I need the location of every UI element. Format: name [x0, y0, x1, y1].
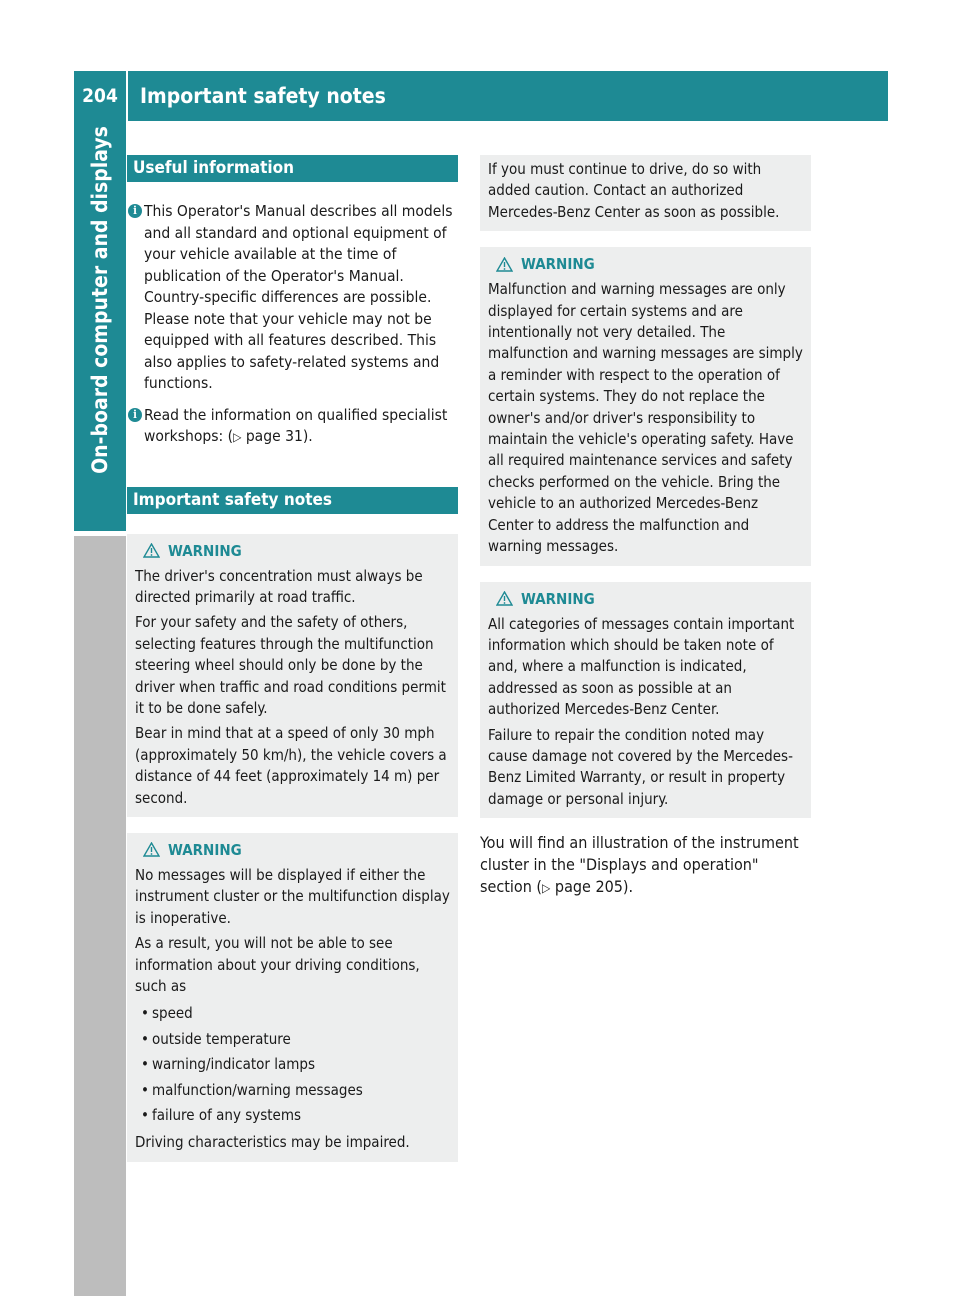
info-icon: i — [128, 408, 142, 422]
warning-1-text-3: Bear in mind that at a speed of only 30 mph (approximately 50 km/h), the vehicle covers a distance of 44 feet (approximately 14 m) per second. — [135, 724, 447, 807]
margin-block — [74, 536, 126, 1296]
useful-info-heading: Useful information — [127, 155, 458, 182]
warning-1-text-1: The driver's concentration must always be directed primarily at road traffic. — [135, 566, 423, 606]
triangle-right-icon: ▷ — [542, 881, 551, 896]
list-item: • failure of any systems — [135, 1103, 450, 1128]
warning-box-3 — [480, 247, 811, 565]
continued-box — [480, 155, 811, 231]
page-header-title: Important safety notes — [140, 84, 386, 108]
page-reference-link[interactable]: page 205). — [554, 877, 634, 897]
continued-text: If you must continue to drive, do so with added caution. Contact an authorized Mercedes-Benz Center as soon as possible. — [488, 160, 780, 221]
page-reference-link[interactable]: page 31). — [245, 427, 313, 445]
closing-text: You will find an illustration of the instrument cluster in the "Displays and operation" section ( — [480, 833, 799, 897]
warning-triangle-icon — [143, 543, 160, 558]
warning-label: WARNING — [168, 840, 242, 859]
triangle-right-icon: ▷ — [233, 430, 242, 444]
warning-2-text-1: No messages will be displayed if either the instrument cluster or the multifunction display is inoperative. — [135, 865, 450, 927]
warning-3-text-1: Malfunction and warning messages are only displayed for certain systems and are intentionally not very detailed. The malfunction and warning messages are simply a reminder with respect to the operation of certain systems. They do not replace the owner's and/or driver's responsibility to maintain the vehicle's operating safety. Have all required maintenance services and safety checks performed on the vehicle. Bring the vehicle to an authorized Mercedes-Benz Center to address the malfunction and warning messages. — [488, 280, 803, 556]
warning-4-text-2: Failure to repair the condition noted may cause damage not covered by the Mercedes-Benz Limited Warranty, or result in property damage or personal injury. — [488, 725, 793, 808]
warning-title — [488, 588, 803, 610]
warning-triangle-icon — [143, 842, 160, 857]
warning-box-2 — [127, 833, 458, 1162]
condition-list — [135, 1001, 450, 1128]
left-column — [127, 155, 458, 1162]
list-item: • outside temperature — [135, 1027, 450, 1052]
right-column — [480, 155, 811, 899]
warning-label: WARNING — [521, 589, 595, 608]
warning-box-4 — [480, 582, 811, 819]
chapter-title: On-board computer and displays — [88, 126, 112, 474]
warning-title — [135, 839, 450, 861]
info-icon: i — [128, 204, 142, 218]
warning-triangle-icon — [496, 591, 513, 606]
warning-label: WARNING — [168, 541, 242, 560]
warning-2-text-3: Driving characteristics may be impaired. — [135, 1133, 410, 1152]
warning-title — [488, 253, 803, 275]
safety-heading: Important safety notes — [127, 487, 458, 514]
warning-triangle-icon — [496, 257, 513, 272]
page-number: 204 — [74, 71, 126, 121]
list-item: • malfunction/warning messages — [135, 1078, 450, 1103]
warning-box-1 — [127, 534, 458, 817]
warning-4-text-1: All categories of messages contain important information which should be taken note of and, where a malfunction is indicated, addressed as soon as possible at an authorized Mercedes-Benz Center. — [488, 614, 795, 719]
useful-info-text-2: Read the information on qualified specialist workshops: ( — [144, 405, 448, 445]
useful-info-para-1 — [127, 201, 458, 395]
list-item: • speed — [135, 1001, 450, 1026]
warning-title — [135, 540, 450, 562]
warning-2-text-2: As a result, you will not be able to see information about your driving conditions, such as — [135, 934, 420, 995]
page-header — [128, 71, 888, 121]
useful-info-para-2 — [127, 405, 458, 449]
closing-paragraph — [480, 832, 811, 899]
warning-label: WARNING — [521, 255, 595, 274]
warning-1-text-2: For your safety and the safety of others, selecting features through the multifunction steering wheel should only be done by the driver when traffic and road conditions permit it to be done safely. — [135, 613, 446, 717]
list-item: • warning/indicator lamps — [135, 1052, 450, 1077]
useful-info-text-1: This Operator's Manual describes all models and all standard and optional equipment of your vehicle available at the time of publication of the Operator's Manual. Country-specific differences are possible. Please note that your vehicle may not be equipped with all features described. This also applies to safety-related systems and functions. — [144, 202, 453, 392]
